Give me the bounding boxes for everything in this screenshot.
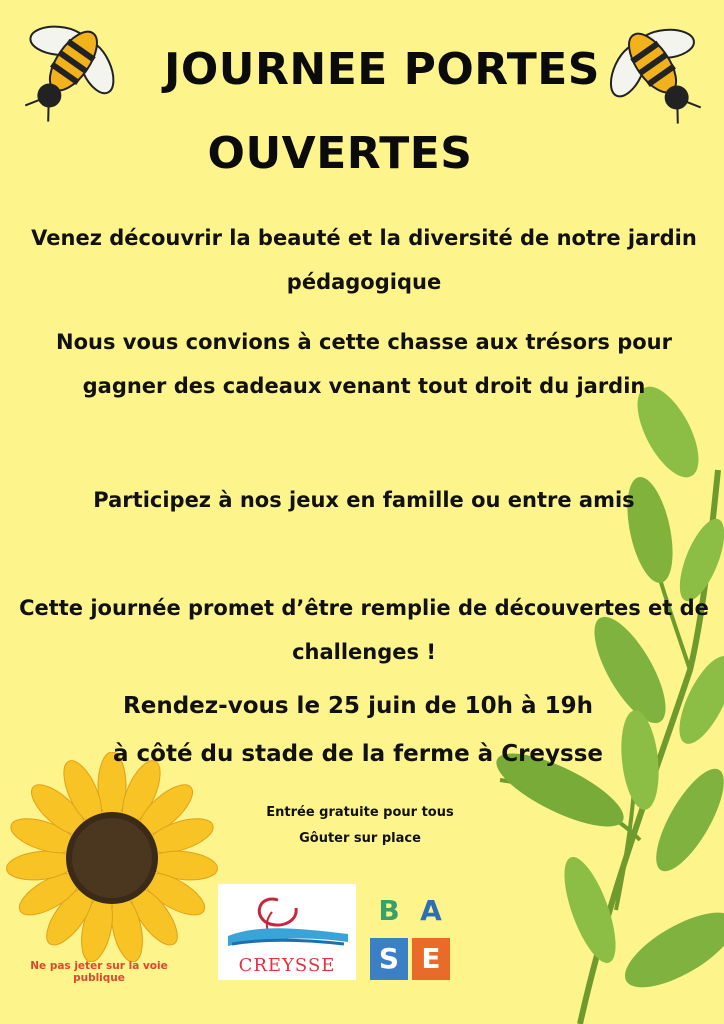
rendezvous-place: à côté du stade de la ferme à Creysse <box>112 741 603 767</box>
challenges-paragraph: Cette journée promet d’être remplie de découvertes et de challenges ! <box>19 596 709 664</box>
free-entry-text: Entrée gratuite pour tous <box>266 805 454 820</box>
rendezvous-block <box>8 682 708 778</box>
snack-text: Gôuter sur place <box>299 831 421 846</box>
title-line-2: OUVERTES <box>207 128 473 179</box>
games-paragraph: Participez à nos jeux en famille ou entre amis <box>93 488 635 512</box>
base-letter-a: A <box>412 890 450 932</box>
treasure-hunt-paragraph: Nous vous convions à cette chasse aux trésors pour gagner des cadeaux venant tout droit du jardin <box>56 330 672 398</box>
base-letter-e: E <box>412 938 450 980</box>
base-letter-b: B <box>370 890 408 932</box>
intro-paragraph: Venez découvrir la beauté et la diversité de notre jardin pédagogique <box>31 226 697 294</box>
base-logo <box>370 890 454 982</box>
footer-note: Ne pas jeter sur la voie publique <box>30 960 168 984</box>
sunflower-icon <box>0 752 220 962</box>
base-letter-s: S <box>370 938 408 980</box>
rendezvous-date: Rendez-vous le 25 juin de 10h à 19h <box>123 693 593 719</box>
creysse-logo-mark <box>218 884 356 954</box>
creysse-logo <box>218 884 356 980</box>
title-line-1: JOURNEE PORTES <box>164 44 600 95</box>
creysse-logo-word: CREYSSE <box>238 955 336 976</box>
